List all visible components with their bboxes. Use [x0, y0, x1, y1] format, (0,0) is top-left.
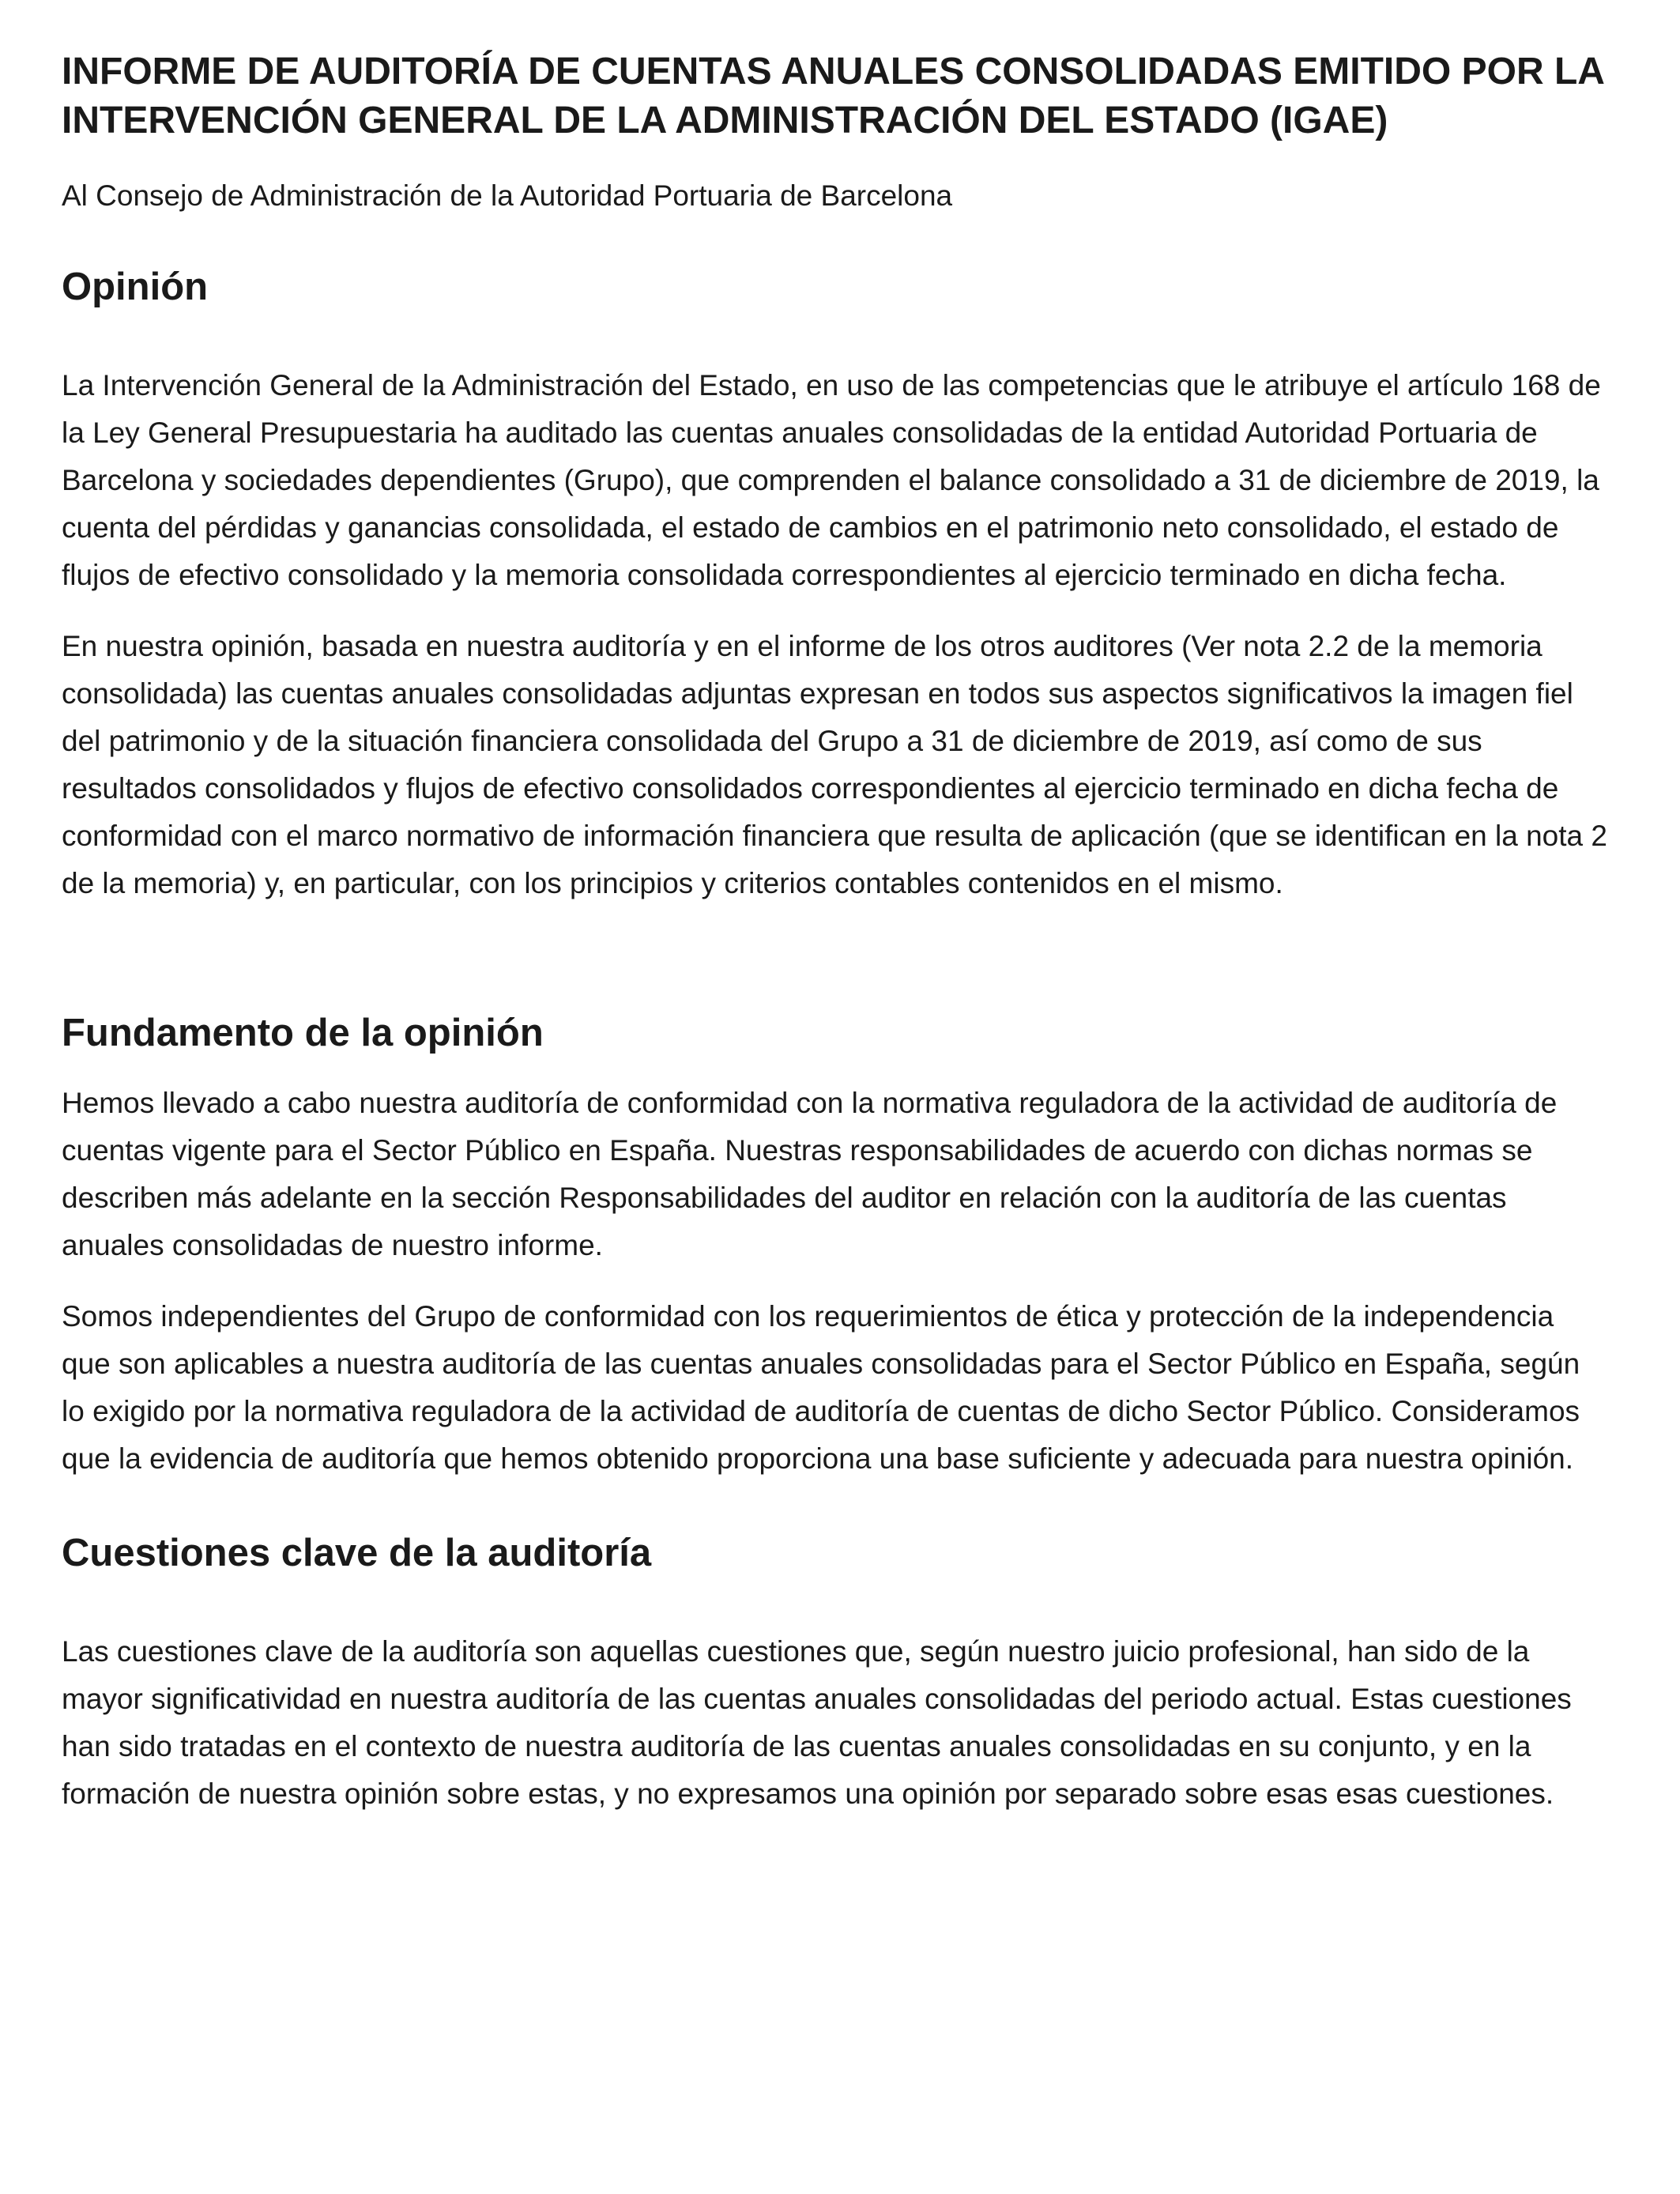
paragraph-basis-standards: Hemos llevado a cabo nuestra auditoría de conformidad con la normativa reguladora de la actividad de auditoría de cuentas vigente para el Sector Público en España. Nuestras responsabilidades de acuerdo con dichas normas se describen más adelante en la sección Responsabilidades del auditor en relación con la auditoría de las cuentas anuales consolidadas de nuestro informe.: [62, 1087, 1558, 1261]
paragraph-key-matters: Las cuestiones clave de la auditoría son aquellas cuestiones que, según nuestro juicio profesional, han sido de la mayor significatividad en nuestra auditoría de las cuentas anuales consolidadas del periodo actual. Estas cuestiones han sido tratadas en el contexto de nuestra auditoría de las cuentas anuales consolidadas en su conjunto, y en la formación de nuestra opinión sobre estas, y no expresamos una opinión por separado sobre esas esas cuestiones.: [62, 1635, 1572, 1810]
paragraph-opinion-statement: En nuestra opinión, basada en nuestra auditoría y en el informe de los otros auditores (Ver nota 2.2 de la memoria consolidada) las cuentas anuales consolidadas adjuntas expresan en todos sus aspectos significativos la imagen fiel del patrimonio y de la situación financiera consolidada del Grupo a 31 de diciembre de 2019, así como de sus resultados consolidados y flujos de efectivo consolidados correspondientes al ejercicio terminado en dicha fecha de conformidad con el marco normativo de información financiera que resulta de aplicación (que se identifican en la nota 2 de la memoria) y, en particular, con los principios y criterios contables contenidos en el mismo.: [62, 630, 1607, 899]
section-heading-opinion: Opinión: [62, 266, 209, 308]
section-heading-key-matters: Cuestiones clave de la auditoría: [62, 1532, 652, 1574]
paragraph-basis-independence: Somos independientes del Grupo de conformidad con los requerimientos de ética y protección de la independencia que son aplicables a nuestra auditoría de las cuentas anuales consolidadas para el Sector Público en España, según lo exigido por la normativa reguladora de la actividad de auditoría de cuentas de dicho Sector Público. Consideramos que la evidencia de auditoría que hemos obtenido proporciona una base suficiente y adecuada para nuestra opinión.: [62, 1300, 1580, 1475]
paragraph-opinion-scope: La Intervención General de la Administración del Estado, en uso de las competencias que le atribuye el artículo 168 de la Ley General Presupuestaria ha auditado las cuentas anuales consolidadas de la entidad Autoridad Portuaria de Barcelona y sociedades dependientes (Grupo), que comprenden el balance consolidado a 31 de diciembre de 2019, la cuenta del pérdidas y ganancias consolidada, el estado de cambios en el patrimonio neto consolidado, el estado de flujos de efectivo consolidado y la memoria consolidada correspondientes al ejercicio terminado en dicha fecha.: [62, 369, 1601, 591]
section-heading-basis: Fundamento de la opinión: [62, 1012, 544, 1054]
report-title: INFORME DE AUDITORÍA DE CUENTAS ANUALES CONSOLIDADAS EMITIDO POR LA INTERVENCIÓN GENERAL DE LA ADMINISTRACIÓN DEL ESTADO (IGAE): [62, 51, 1604, 141]
addressee-line: Al Consejo de Administración de la Autoridad Portuaria de Barcelona: [62, 179, 953, 212]
document-page: [62, 47, 1610, 1818]
